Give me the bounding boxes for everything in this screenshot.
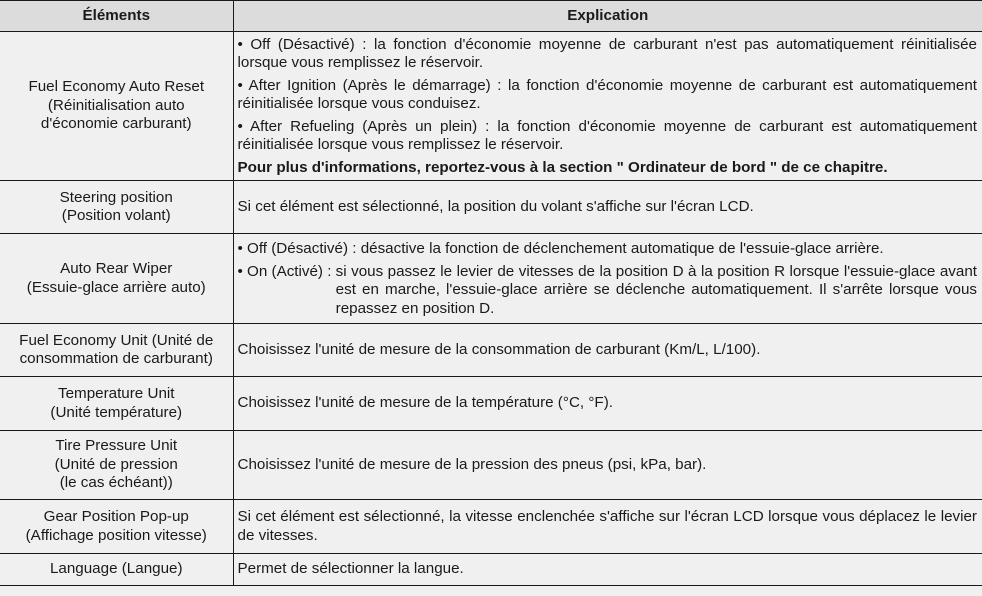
element-name: Gear Position Pop-up <box>43 508 189 525</box>
element-name: Steering position <box>59 188 173 206</box>
table-row <box>0 554 982 586</box>
bullet-lead: • On (Activé) : <box>237 262 336 280</box>
bullet-item: • Off (Désactivé) : la fonction d'économie moyenne de carburant n'est pas automatiquement réinitialisée lorsque vous remplissez le réservoir. <box>237 35 977 72</box>
element-name-fr: (Affichage position vitesse) <box>25 526 207 544</box>
element-cell <box>0 324 233 377</box>
table-row <box>0 324 982 377</box>
element-name-fr: (Unité température) <box>50 403 183 421</box>
explanation-cell <box>233 32 982 181</box>
explanation-cell: Si cet élément est sélectionné, la vitesse enclenchée s'affiche sur l'écran LCD lorsque vous déplacez le levier de vitesses. <box>233 500 982 554</box>
table-row <box>0 377 982 431</box>
element-cell <box>0 234 233 324</box>
explanation-cell <box>233 234 982 324</box>
table-row <box>0 234 982 324</box>
element-cell <box>0 500 233 554</box>
explanation-cell: Si cet élément est sélectionné, la position du volant s'affiche sur l'écran LCD. <box>233 181 982 234</box>
table-row <box>0 431 982 500</box>
element-name-fr: (Unité de pression <box>54 455 178 473</box>
element-name: Fuel Economy Unit (Unité de <box>19 331 214 349</box>
element-name: Tire Pressure Unit <box>55 437 178 455</box>
header-explication: Explication <box>233 1 982 32</box>
element-name: Language (Langue) <box>49 560 183 578</box>
element-name: Auto Rear Wiper <box>60 260 173 277</box>
bullet-body: si vous passez le levier de vitesses de la position D à la position R lorsque l'essuie-glace avant est en marche, l'essuie-glace arrière se déclenche automatiquement. Il s'arrête lorsque vous repassez en position D. <box>335 262 977 317</box>
table-row <box>0 32 982 181</box>
table-row <box>0 181 982 234</box>
explanation-cell: Choisissez l'unité de mesure de la pression des pneus (psi, kPa, bar). <box>233 431 982 500</box>
explanation-cell: Permet de sélectionner la langue. <box>233 554 982 586</box>
element-cell <box>0 554 233 586</box>
element-cell <box>0 32 233 181</box>
element-name: Temperature Unit <box>58 385 175 402</box>
bullet-item: • Off (Désactivé) : désactive la fonction de déclenchement automatique de l'essuie-glace arrière. <box>237 240 884 257</box>
element-name-fr: (Position volant) <box>61 207 171 224</box>
table-row <box>0 500 982 554</box>
explanation-cell: Choisissez l'unité de mesure de la consommation de carburant (Km/L, L/100). <box>233 324 982 377</box>
element-name-fr: (le cas échéant)) <box>59 474 173 492</box>
bullet-item: • After Ignition (Après le démarrage) : la fonction d'économie moyenne de carburant est automatiquement réinitialisée lorsque vous conduisez. <box>237 76 977 113</box>
element-name: Fuel Economy Auto Reset <box>28 78 205 96</box>
element-cell <box>0 181 233 234</box>
explanation-cell: Choisissez l'unité de mesure de la température (°C, °F). <box>233 377 982 431</box>
element-name-fr: consommation de carburant) <box>19 350 213 367</box>
header-elements: Éléments <box>0 1 233 32</box>
bullet-item: • After Refueling (Après un plein) : la fonction d'économie moyenne de carburant est automatiquement réinitialisée lorsque vous remplissez le réservoir. <box>237 117 977 154</box>
element-name-fr: (Essuie-glace arrière auto) <box>26 278 206 296</box>
element-name-fr: d'économie carburant) <box>40 115 192 133</box>
bullet-item <box>238 263 978 319</box>
table-header-row <box>0 1 982 32</box>
element-name-fr: (Réinitialisation auto <box>47 96 185 114</box>
element-cell <box>0 431 233 500</box>
element-cell <box>0 377 233 431</box>
reference-note: Pour plus d'informations, reportez-vous à la section " Ordinateur de bord " de ce chapitre. <box>237 158 888 176</box>
